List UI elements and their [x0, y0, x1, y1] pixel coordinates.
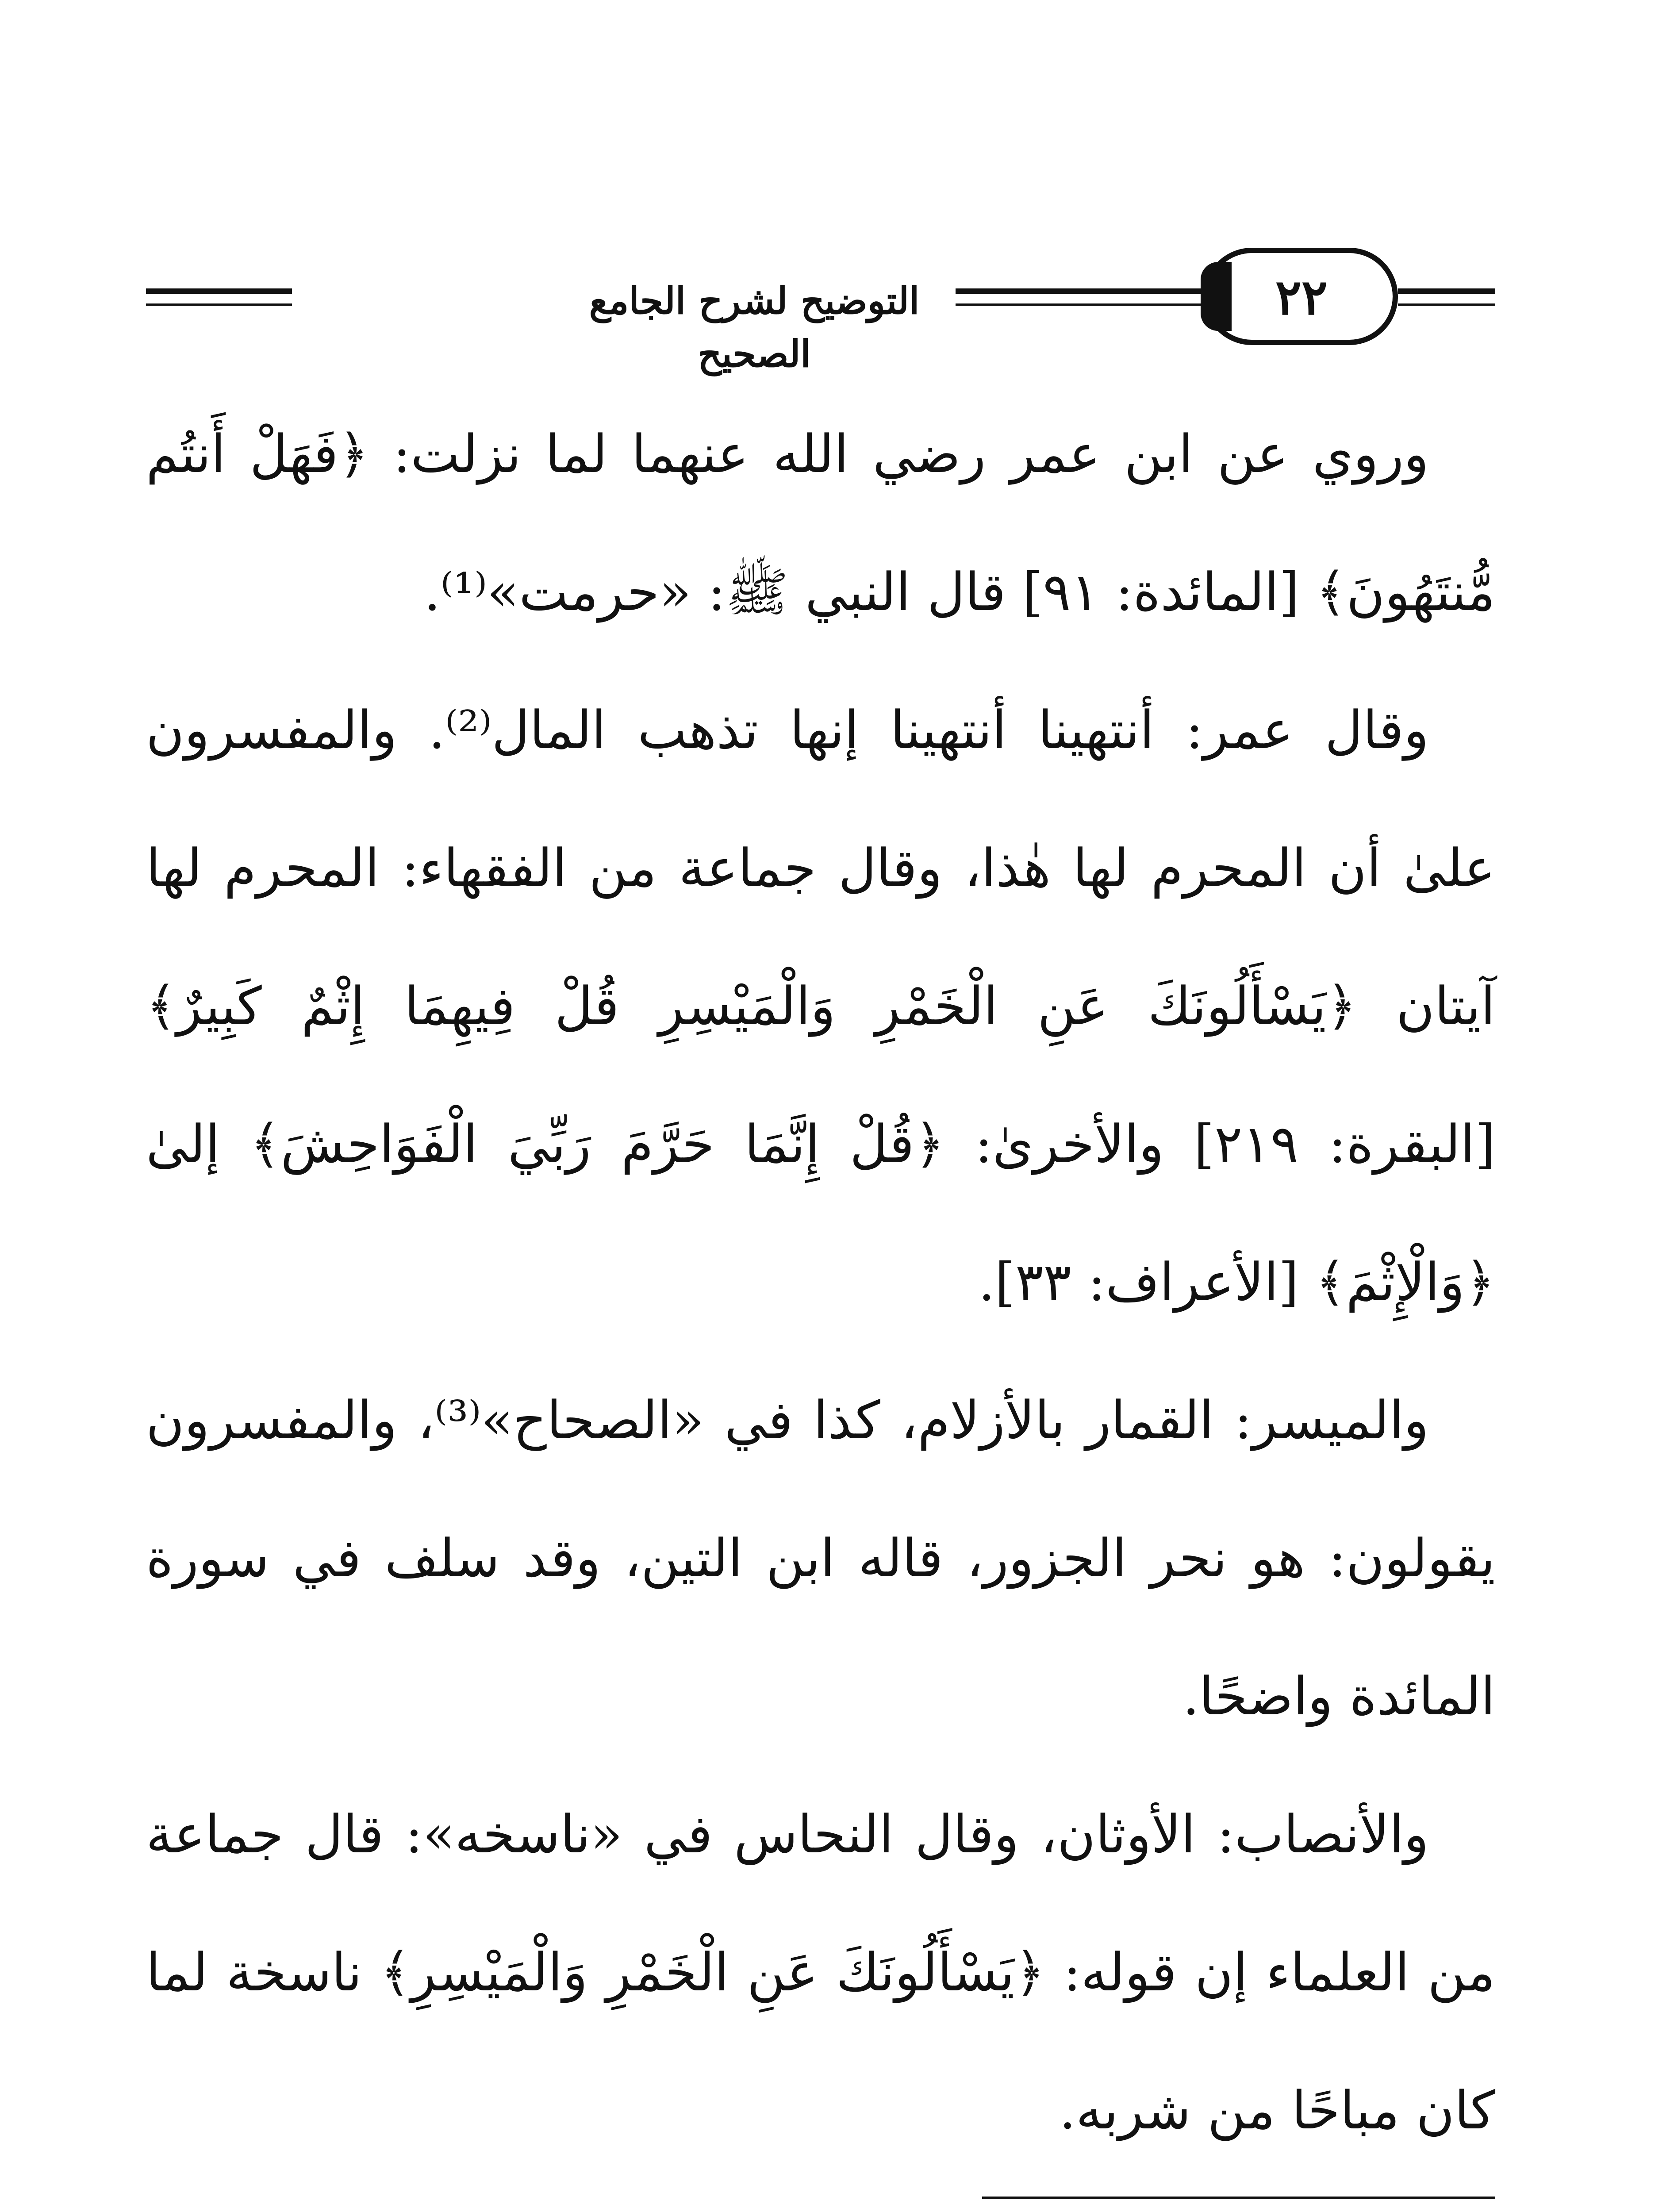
- paragraph-1: وروي عن ابن عمر رضي الله عنهما لما نزلت: ﴿فَهَلْ أَنتُم مُّنتَهُونَ﴾ [المائدة: ٩١] قال النبي ﷺ: «حرمت»⁽¹⁾.: [146, 423, 1495, 622]
- running-title: التوضيح لشرح الجامع الصحيح: [589, 279, 920, 376]
- header-rule-left-thin: [146, 303, 292, 306]
- header-rule-right-thick: [1398, 288, 1495, 294]
- header-rule-left-thick: [146, 288, 292, 294]
- paragraph-4: والأنصاب: الأوثان، وقال النحاس في «ناسخه»: قال جماعة من العلماء إن قوله: ﴿يَسْأَلُونَكَ عَنِ الْخَمْرِ وَالْمَيْسِرِ﴾ ناسخة لما كان مباحًا من شربه.: [146, 1804, 1495, 2141]
- paragraph-3: والميسر: القمار بالأزلام، كذا في «الصحاح»⁽³⁾، والمفسرون يقولون: هو نحر الجزور، قاله ابن التين، وقد سلف في سورة المائدة واضحًا.: [146, 1390, 1495, 1727]
- paragraph-2: وقال عمر: أنتهينا أنتهينا إنها تذهب المال⁽²⁾. والمفسرون علىٰ أن المحرم لها هٰذا، وقال جماعة من الفقهاء: المحرم لها آيتان ﴿يَسْأَلُونَكَ عَنِ الْخَمْرِ وَالْمَيْسِرِ قُلْ فِيهِمَا إِثْمٌ كَبِيرٌ﴾ [البقرة: ٢١٩] والأخرىٰ: ﴿قُلْ إِنَّمَا حَرَّمَ رَبِّيَ الْفَوَاحِشَ﴾ إلىٰ ﴿وَالْإِثْمَ﴾ [الأعراف: ٣٣].: [146, 699, 1495, 1313]
- main-text: [146, 385, 1495, 2212]
- paragraph-5: [146, 2179, 1495, 2212]
- running-header: [146, 248, 1495, 380]
- page-number-badge: [1203, 248, 1398, 345]
- footnote-separator: [982, 2197, 1495, 2199]
- page-number: ٢٢: [1275, 269, 1328, 326]
- header-rule-middle-thin: [956, 303, 1203, 306]
- header-rule-middle-thick: [956, 288, 1203, 294]
- header-rule-right-thin: [1398, 303, 1495, 306]
